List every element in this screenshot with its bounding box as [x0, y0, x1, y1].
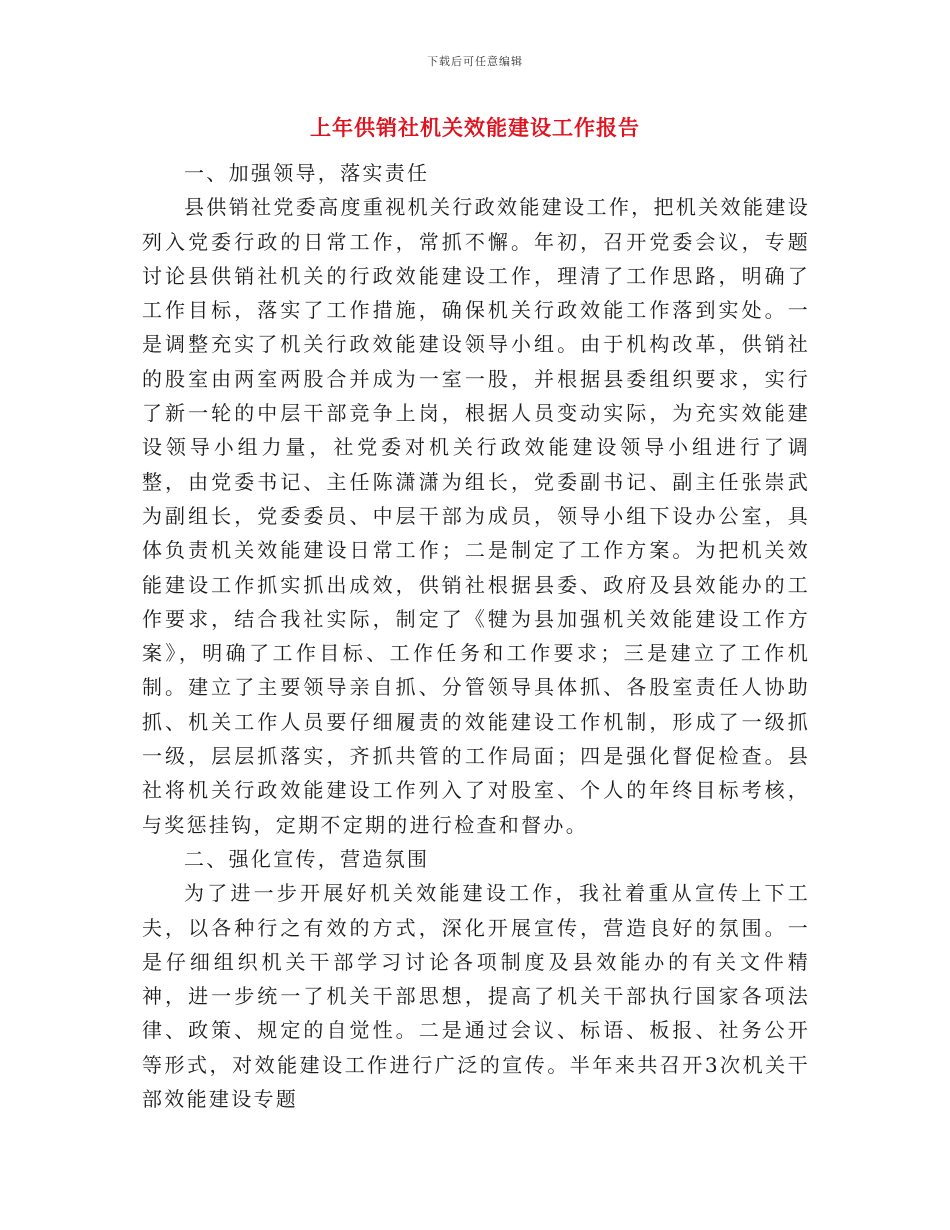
section-heading-2: 二、强化宣传，营造氛围	[184, 846, 430, 871]
document-body	[142, 156, 810, 1116]
document-title: 上年供销社机关效能建设工作报告	[310, 115, 640, 140]
section-paragraph-1: 县供销社党委高度重视机关行政效能建设工作，把机关效能建设列入党委行政的日常工作，常抓不懈。年初，召开党委会议，专题讨论县供销社机关的行政效能建设工作，理清了工作思路，明确了工作目标，落实了工作措施，确保机关行政效能工作落到实处。一是调整充实了机关行政效能建设领导小组。由于机构改革，供销社的股室由两室两股合并成为一室一股，并根据县委组织要求，实行了新一轮的中层干部竞争上岗，根据人员变动实际，为充实效能建设领导小组力量，社党委对机关行政效能建设领导小组进行了调整，由党委书记、主任陈潇潇为组长，党委副书记、副主任张崇武为副组长，党委委员、中层干部为成员，领导小组下设办公室，具体负责机关效能建设日常工作；二是制定了工作方案。为把机关效能建设工作抓实抓出成效，供销社根据县委、政府及县效能办的工作要求，结合我社实际，制定了《犍为县加强机关效能建设工作方案》，明确了工作目标、工作任务和工作要求；三是建立了工作机制。建立了主要领导亲自抓、分管领导具体抓、各股室责任人协助抓、机关工作人员要仔细履责的效能建设工作机制，形成了一级抓一级，层层抓落实，齐抓共管的工作局面；四是强化督促检查。县社将机关行政效能建设工作列入了对股室、个人的年终目标考核，与奖惩挂钩，定期不定期的进行检查和督办。	[142, 195, 810, 837]
section-heading-1: 一、加强领导，落实责任	[184, 161, 430, 185]
section-paragraph-2: 为了进一步开展好机关效能建设工作，我社着重从宣传上下工夫，以各种行之有效的方式，深化开展宣传，营造良好的氛围。一是仔细组织机关干部学习讨论各项制度及县效能办的有关文件精神，进一步统一了机关干部思想，提高了机关干部执行国家各项法律、政策、规定的自觉性。二是通过会议、标语、板报、社务公开等形式，对效能建设工作进行广泛的宣传。半年来共召开3次机关干部效能建设专题	[142, 881, 810, 1112]
header-note: 下载后可任意编辑	[427, 55, 523, 68]
